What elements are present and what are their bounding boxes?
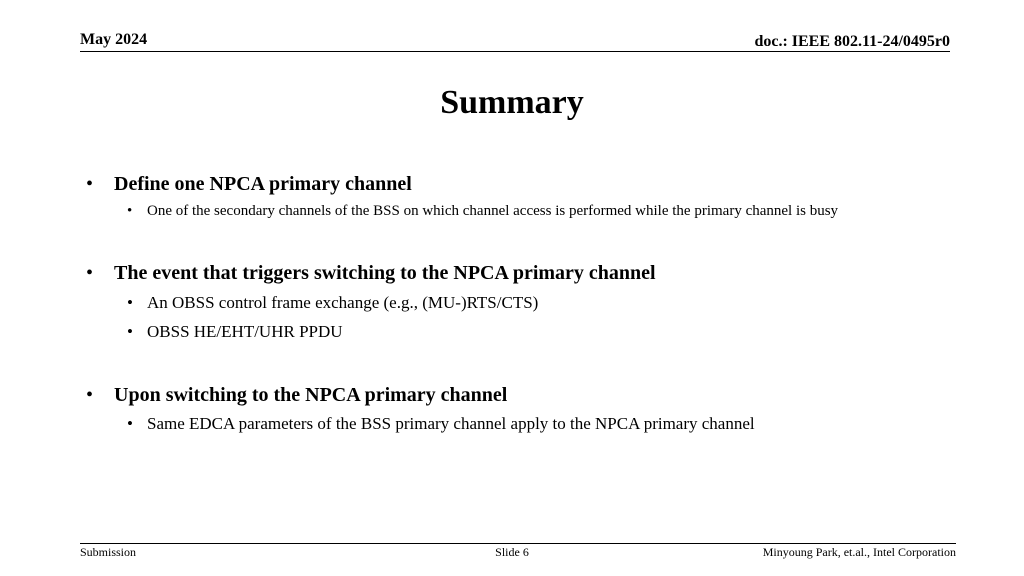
- sub-bullet-item-2-2: [127, 322, 343, 342]
- bullet-icon: •: [86, 262, 94, 284]
- footer-slide-number: Slide 6: [495, 545, 529, 559]
- sub-bullet-text: OBSS HE/EHT/UHR PPDU: [147, 322, 343, 341]
- bullet-icon: •: [86, 173, 94, 195]
- sub-bullet-text: One of the secondary channels of the BSS on which channel access is performed while the primary channel is busy: [147, 203, 839, 219]
- header-date: May 2024: [80, 31, 148, 48]
- sub-bullet-item-3-1: [127, 414, 755, 434]
- sub-bullet-item-2-1: [127, 293, 538, 313]
- footer-submission: Submission: [80, 545, 137, 559]
- bullet-text: Define one NPCA primary channel: [114, 173, 412, 195]
- bullet-item-2: [86, 262, 656, 285]
- sub-bullet-item-1-1: [127, 203, 838, 220]
- footer-divider: [80, 543, 956, 544]
- footer-author: Minyoung Park, et.al., Intel Corporation: [762, 545, 956, 559]
- sub-bullet-text: Same EDCA parameters of the BSS primary channel apply to the NPCA primary channel: [147, 414, 755, 433]
- sub-bullet-text: An OBSS control frame exchange (e.g., (MU-)RTS/CTS): [147, 293, 539, 312]
- bullet-text: Upon switching to the NPCA primary channel: [114, 384, 508, 406]
- bullet-icon: •: [127, 322, 133, 341]
- bullet-item-1: [86, 173, 412, 196]
- header-doc-id: doc.: IEEE 802.11-24/0495r0: [754, 33, 950, 50]
- bullet-icon: •: [127, 414, 133, 433]
- bullet-icon: •: [127, 293, 133, 312]
- bullet-icon: •: [86, 384, 94, 406]
- slide-title: Summary: [440, 84, 584, 121]
- bullet-item-3: [86, 384, 507, 407]
- bullet-icon: •: [127, 203, 133, 219]
- bullet-text: The event that triggers switching to the NPCA primary channel: [114, 262, 656, 284]
